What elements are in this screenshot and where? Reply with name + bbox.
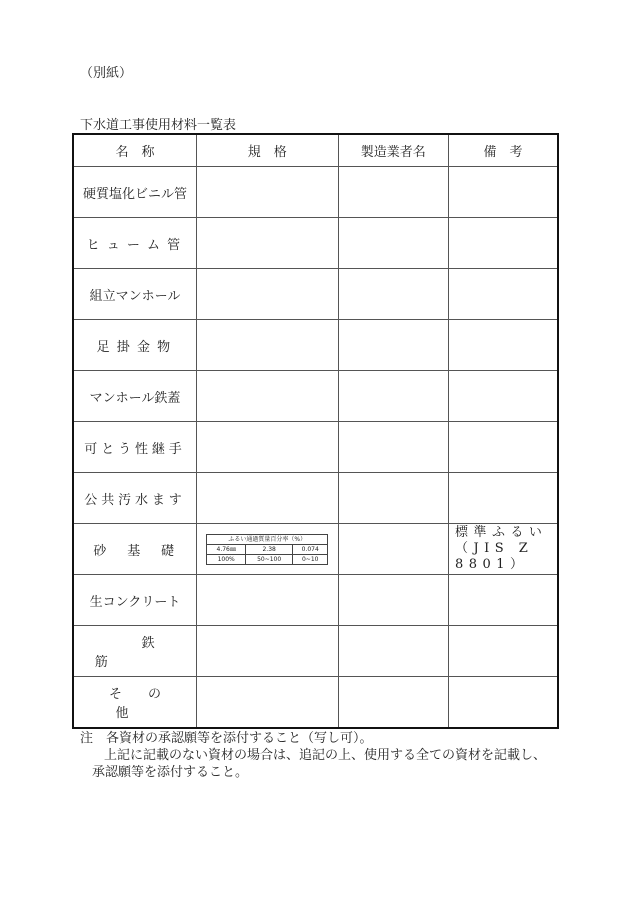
- sieve-size: 4.76㎜: [207, 544, 246, 554]
- spec-cell: [197, 524, 339, 575]
- remarks-cell[interactable]: [449, 473, 558, 524]
- sieve-table-title: ふるい通過質量百分率（%）: [207, 534, 328, 544]
- maker-cell[interactable]: [338, 218, 448, 269]
- note-label: 注: [80, 731, 94, 746]
- maker-cell[interactable]: [338, 473, 448, 524]
- table-header-row: [73, 134, 558, 167]
- remarks-text: 標準ふるい（JIS Z 8801）: [455, 525, 548, 572]
- table-row: [73, 371, 558, 422]
- column-header-maker: 製造業者名: [338, 134, 448, 167]
- table-row-sand-foundation: [73, 524, 558, 575]
- material-name: 硬質塩化ビニル管: [73, 167, 197, 218]
- maker-cell[interactable]: [338, 677, 448, 729]
- table-row: [73, 473, 558, 524]
- maker-cell[interactable]: [338, 524, 448, 575]
- table-row: [73, 422, 558, 473]
- note-line-3: 承認願等を添付すること。: [92, 765, 249, 780]
- material-name: 生コンクリート: [73, 575, 197, 626]
- maker-cell[interactable]: [338, 371, 448, 422]
- spec-cell[interactable]: [197, 677, 339, 729]
- material-name: ヒューム管: [86, 237, 188, 253]
- material-name: マンホール鉄蓋: [73, 371, 197, 422]
- spec-cell[interactable]: [197, 473, 339, 524]
- remarks-cell[interactable]: [449, 524, 558, 575]
- materials-table: [72, 133, 559, 729]
- column-header-remarks: 備 考: [449, 134, 558, 167]
- spec-cell[interactable]: [197, 269, 339, 320]
- table-row: [73, 575, 558, 626]
- maker-cell[interactable]: [338, 320, 448, 371]
- spec-cell[interactable]: [197, 320, 339, 371]
- sieve-size: 2.38: [246, 544, 293, 554]
- remarks-cell[interactable]: [449, 320, 558, 371]
- table-row: [73, 218, 558, 269]
- column-header-spec: 規 格: [197, 134, 339, 167]
- material-name: 公共汚水ます: [84, 492, 186, 508]
- spec-cell[interactable]: [197, 167, 339, 218]
- remarks-cell[interactable]: [449, 218, 558, 269]
- remarks-cell[interactable]: [449, 575, 558, 626]
- table-row: [73, 626, 558, 677]
- sieve-passing-table: [206, 534, 328, 565]
- spec-cell[interactable]: [197, 218, 339, 269]
- maker-cell[interactable]: [338, 575, 448, 626]
- material-name: 足掛金物: [96, 339, 178, 355]
- sieve-percentage: 100%: [207, 554, 246, 564]
- remarks-cell[interactable]: [449, 677, 558, 729]
- maker-cell[interactable]: [338, 422, 448, 473]
- sieve-percentage: 50~100: [246, 554, 293, 564]
- column-header-name: 名 称: [73, 134, 197, 167]
- notes-section: [80, 730, 580, 781]
- document-title: 下水道工事使用材料一覧表: [80, 118, 237, 133]
- remarks-cell[interactable]: [449, 371, 558, 422]
- material-name: 砂基礎: [93, 543, 195, 559]
- sieve-size: 0.074: [293, 544, 328, 554]
- maker-cell[interactable]: [338, 626, 448, 677]
- remarks-cell[interactable]: [449, 422, 558, 473]
- spec-cell[interactable]: [197, 626, 339, 677]
- attachment-label: （別紙）: [80, 66, 133, 81]
- material-name: その他: [108, 687, 187, 721]
- material-name: 鉄筋: [94, 636, 223, 670]
- spec-cell[interactable]: [197, 371, 339, 422]
- spec-cell[interactable]: [197, 422, 339, 473]
- material-name: 組立マンホール: [73, 269, 197, 320]
- spec-cell[interactable]: [197, 575, 339, 626]
- note-line-1: 注 各資材の承認願等を添付すること（写し可）。: [80, 731, 373, 746]
- table-row: [73, 167, 558, 218]
- material-name: 可とう性継手: [84, 441, 186, 457]
- remarks-cell[interactable]: [449, 626, 558, 677]
- maker-cell[interactable]: [338, 167, 448, 218]
- remarks-cell[interactable]: [449, 167, 558, 218]
- note-line-2: 上記に記載のない資材の場合は、追記の上、使用する全ての資材を記載し、: [104, 748, 547, 763]
- table-row: [73, 320, 558, 371]
- table-row: [73, 269, 558, 320]
- table-row: [73, 677, 558, 729]
- remarks-cell[interactable]: [449, 269, 558, 320]
- sieve-percentage: 0~10: [293, 554, 328, 564]
- maker-cell[interactable]: [338, 269, 448, 320]
